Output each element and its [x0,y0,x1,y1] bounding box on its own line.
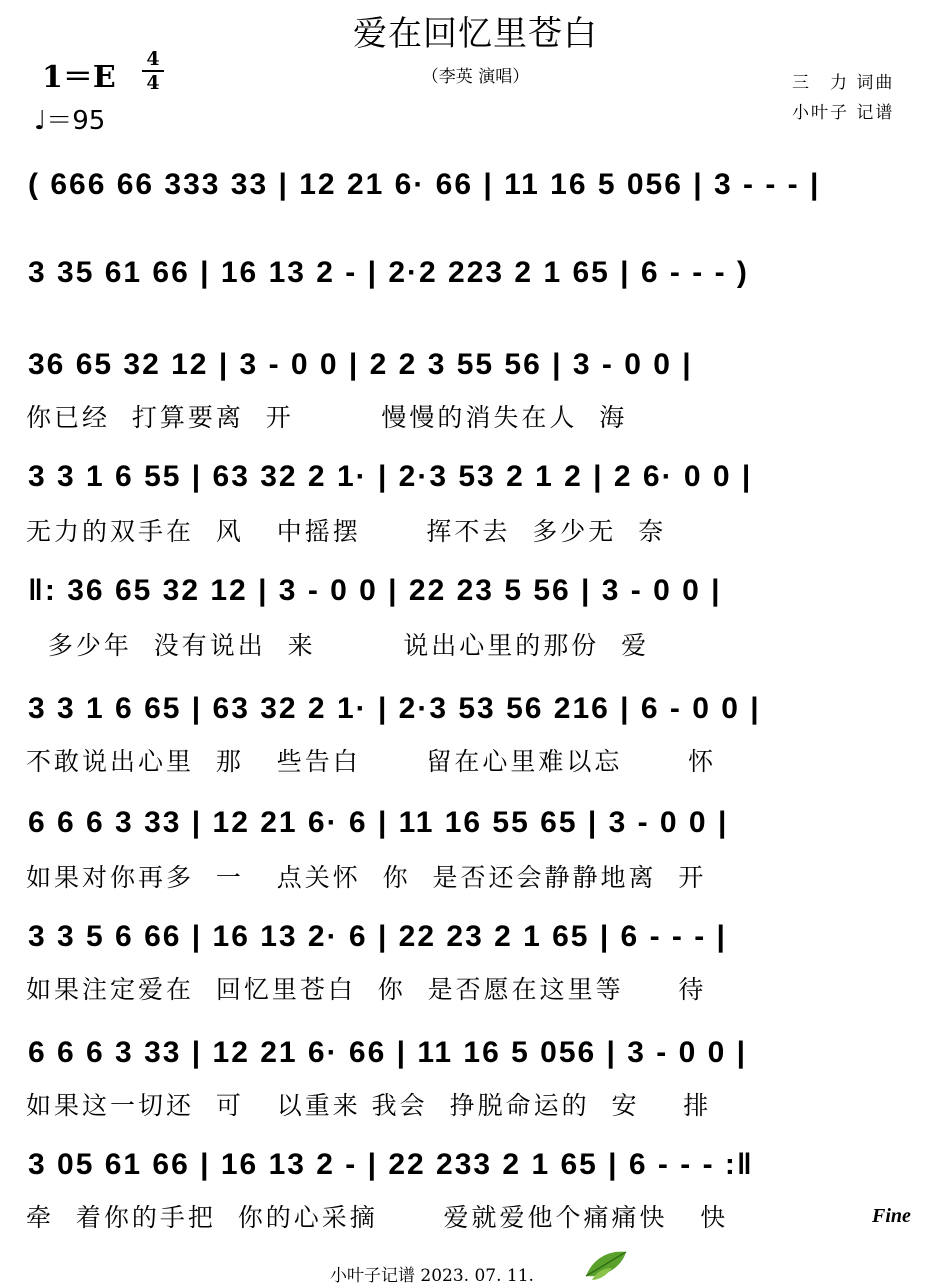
song-title: 爱在回忆里苍白 [353,14,598,54]
notes-row: 3 3 1 6 65 | 63 32 2 1· | 2·3 53 56 216 | 6 - 0 0 | [28,692,761,725]
notes-row: 6 6 6 3 33 | 12 21 6· 6 | 11 16 55 65 | 3 - 0 0 | [28,806,729,839]
lyrics-row: 如果注定爱在 回忆里苍白 你 是否愿在这里等 待 [26,975,707,1004]
notes-row: 36 65 32 12 | 3 - 0 0 | 2 2 3 55 56 | 3 - 0 0 | [28,348,693,381]
notes-row: 3 3 5 6 66 | 16 13 2· 6 | 22 23 2 1 65 | 6 - - - | [28,920,727,953]
notes-row: 3 05 61 66 | 16 13 2 - | 22 233 2 1 65 | 6 - - - :‖ [28,1148,754,1181]
singer-credit: （李英 演唱） [421,67,530,87]
key-signature: 1＝E [42,60,116,95]
transcription-footer: 小叶子记谱 2023. 07. 11. [330,1266,534,1286]
notes-row: ( 666 66 333 33 | 12 21 6· 66 | 11 16 5 056 | 3 - - - | [28,168,821,201]
time-signature [142,48,164,94]
lyrics-row: 多少年 没有说出 来 说出心里的那份 爱 [26,631,650,660]
tempo-marking: ♩＝95 [34,106,106,136]
time-signature-bottom: 4 [142,70,164,94]
lyricist-credit: 三 力 词曲 [792,73,895,93]
fine-marking: Fine [872,1205,911,1227]
lyrics-row: 不敢说出心里 那 些告白 留在心里难以忘 怀 [26,747,717,776]
notes-row: 3 35 61 66 | 16 13 2 - | 2·2 223 2 1 65 | 6 - - - ) [28,256,749,289]
transcriber-credit: 小叶子 记谱 [792,103,895,123]
lyrics-row: 如果这一切还 可 以重来 我会 挣脱命运的 安 排 [26,1091,712,1120]
lyrics-row: 如果对你再多 一 点关怀 你 是否还会静静地离 开 [26,863,707,892]
lyrics-row: 你已经 打算要离 开 慢慢的消失在人 海 [26,403,628,432]
lyrics-row: 牵 着你的手把 你的心采摘 爱就爱他个痛痛快 快 [26,1203,729,1232]
time-signature-top: 4 [146,48,160,70]
notes-row: ‖: 36 65 32 12 | 3 - 0 0 | 22 23 5 56 | 3 - 0 0 | [28,574,722,607]
notes-row: 3 3 1 6 55 | 63 32 2 1· | 2·3 53 2 1 2 | 2 6· 0 0 | [28,460,753,493]
lyrics-row: 无力的双手在 风 中摇摆 挥不去 多少无 奈 [26,517,667,546]
leaf-icon [582,1246,630,1282]
notes-row: 6 6 6 3 33 | 12 21 6· 66 | 11 16 5 056 | 3 - 0 0 | [28,1036,748,1069]
